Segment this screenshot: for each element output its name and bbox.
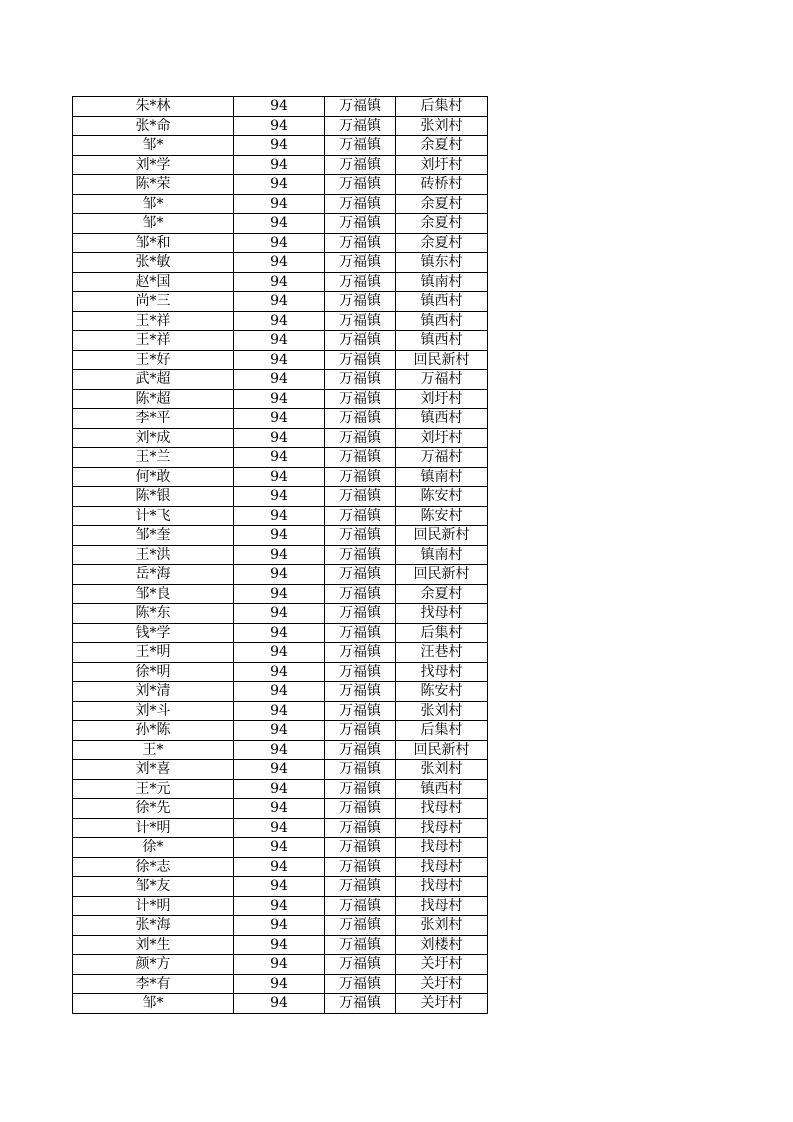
value-cell: 94 <box>234 233 325 253</box>
town-cell: 万福镇 <box>325 799 396 819</box>
value-cell: 94 <box>234 448 325 468</box>
value-cell: 94 <box>234 214 325 234</box>
town-cell: 万福镇 <box>325 526 396 546</box>
village-cell: 回民新村 <box>396 740 488 760</box>
village-cell: 关圩村 <box>396 955 488 975</box>
name-cell: 王*兰 <box>73 448 234 468</box>
town-cell: 万福镇 <box>325 272 396 292</box>
table-row <box>73 448 488 468</box>
name-cell: 徐* <box>73 838 234 858</box>
table-row <box>73 487 488 507</box>
value-cell: 94 <box>234 487 325 507</box>
name-cell: 陈*东 <box>73 604 234 624</box>
town-cell: 万福镇 <box>325 253 396 273</box>
village-cell: 后集村 <box>396 97 488 117</box>
table-row <box>73 604 488 624</box>
table-row <box>73 526 488 546</box>
village-cell: 关圩村 <box>396 994 488 1014</box>
village-cell: 余夏村 <box>396 136 488 156</box>
value-cell: 94 <box>234 116 325 136</box>
village-cell: 找母村 <box>396 818 488 838</box>
table-row <box>73 643 488 663</box>
village-cell: 回民新村 <box>396 565 488 585</box>
value-cell: 94 <box>234 584 325 604</box>
value-cell: 94 <box>234 506 325 526</box>
town-cell: 万福镇 <box>325 584 396 604</box>
name-cell: 王*元 <box>73 779 234 799</box>
name-cell: 钱*学 <box>73 623 234 643</box>
value-cell: 94 <box>234 467 325 487</box>
village-cell: 余夏村 <box>396 214 488 234</box>
table-row <box>73 838 488 858</box>
table-row <box>73 779 488 799</box>
table-row <box>73 565 488 585</box>
table-row <box>73 116 488 136</box>
value-cell: 94 <box>234 701 325 721</box>
town-cell: 万福镇 <box>325 721 396 741</box>
table-row <box>73 136 488 156</box>
value-cell: 94 <box>234 838 325 858</box>
value-cell: 94 <box>234 740 325 760</box>
table-row <box>73 701 488 721</box>
town-cell: 万福镇 <box>325 116 396 136</box>
town-cell: 万福镇 <box>325 428 396 448</box>
name-cell: 王*明 <box>73 643 234 663</box>
name-cell: 邹* <box>73 214 234 234</box>
village-cell: 镇东村 <box>396 253 488 273</box>
village-cell: 张刘村 <box>396 701 488 721</box>
village-cell: 后集村 <box>396 623 488 643</box>
village-cell: 刘圩村 <box>396 155 488 175</box>
value-cell: 94 <box>234 292 325 312</box>
town-cell: 万福镇 <box>325 935 396 955</box>
table-row <box>73 545 488 565</box>
town-cell: 万福镇 <box>325 214 396 234</box>
value-cell: 94 <box>234 760 325 780</box>
town-cell: 万福镇 <box>325 97 396 117</box>
value-cell: 94 <box>234 565 325 585</box>
value-cell: 94 <box>234 623 325 643</box>
table-row <box>73 370 488 390</box>
town-cell: 万福镇 <box>325 604 396 624</box>
value-cell: 94 <box>234 857 325 877</box>
value-cell: 94 <box>234 955 325 975</box>
table-row <box>73 857 488 877</box>
village-cell: 万福村 <box>396 448 488 468</box>
town-cell: 万福镇 <box>325 409 396 429</box>
town-cell: 万福镇 <box>325 857 396 877</box>
village-cell: 镇西村 <box>396 292 488 312</box>
village-cell: 镇西村 <box>396 779 488 799</box>
village-cell: 万福村 <box>396 370 488 390</box>
table-row <box>73 194 488 214</box>
table-row <box>73 175 488 195</box>
name-cell: 徐*志 <box>73 857 234 877</box>
name-cell: 尚*三 <box>73 292 234 312</box>
town-cell: 万福镇 <box>325 350 396 370</box>
town-cell: 万福镇 <box>325 994 396 1014</box>
value-cell: 94 <box>234 389 325 409</box>
town-cell: 万福镇 <box>325 155 396 175</box>
town-cell: 万福镇 <box>325 643 396 663</box>
town-cell: 万福镇 <box>325 565 396 585</box>
value-cell: 94 <box>234 350 325 370</box>
name-cell: 刘*学 <box>73 155 234 175</box>
village-cell: 陈安村 <box>396 506 488 526</box>
value-cell: 94 <box>234 136 325 156</box>
value-cell: 94 <box>234 253 325 273</box>
table-row <box>73 662 488 682</box>
table-row <box>73 682 488 702</box>
name-cell: 刘*喜 <box>73 760 234 780</box>
town-cell: 万福镇 <box>325 974 396 994</box>
value-cell: 94 <box>234 175 325 195</box>
name-cell: 王*洪 <box>73 545 234 565</box>
value-cell: 94 <box>234 272 325 292</box>
village-cell: 回民新村 <box>396 350 488 370</box>
name-cell: 李*平 <box>73 409 234 429</box>
town-cell: 万福镇 <box>325 233 396 253</box>
village-cell: 找母村 <box>396 604 488 624</box>
name-cell: 计*飞 <box>73 506 234 526</box>
value-cell: 94 <box>234 799 325 819</box>
value-cell: 94 <box>234 545 325 565</box>
village-cell: 刘圩村 <box>396 389 488 409</box>
value-cell: 94 <box>234 155 325 175</box>
town-cell: 万福镇 <box>325 682 396 702</box>
table-row <box>73 409 488 429</box>
name-cell: 王*祥 <box>73 331 234 351</box>
village-cell: 回民新村 <box>396 526 488 546</box>
table-body <box>73 97 488 1014</box>
table-row <box>73 233 488 253</box>
value-cell: 94 <box>234 331 325 351</box>
name-cell: 刘*成 <box>73 428 234 448</box>
town-cell: 万福镇 <box>325 818 396 838</box>
name-cell: 邹* <box>73 994 234 1014</box>
town-cell: 万福镇 <box>325 487 396 507</box>
town-cell: 万福镇 <box>325 701 396 721</box>
table-row <box>73 584 488 604</box>
name-cell: 何*敢 <box>73 467 234 487</box>
table-row <box>73 311 488 331</box>
value-cell: 94 <box>234 604 325 624</box>
village-cell: 找母村 <box>396 838 488 858</box>
name-cell: 王* <box>73 740 234 760</box>
table-row <box>73 896 488 916</box>
town-cell: 万福镇 <box>325 175 396 195</box>
village-cell: 后集村 <box>396 721 488 741</box>
town-cell: 万福镇 <box>325 448 396 468</box>
village-cell: 砖桥村 <box>396 175 488 195</box>
name-cell: 邹* <box>73 136 234 156</box>
table-row <box>73 974 488 994</box>
village-cell: 找母村 <box>396 877 488 897</box>
name-cell: 陈*荣 <box>73 175 234 195</box>
town-cell: 万福镇 <box>325 662 396 682</box>
village-cell: 陈安村 <box>396 682 488 702</box>
name-cell: 颜*方 <box>73 955 234 975</box>
name-cell: 朱*林 <box>73 97 234 117</box>
value-cell: 94 <box>234 877 325 897</box>
town-cell: 万福镇 <box>325 916 396 936</box>
village-cell: 镇西村 <box>396 311 488 331</box>
village-cell: 镇南村 <box>396 467 488 487</box>
town-cell: 万福镇 <box>325 506 396 526</box>
table-row <box>73 877 488 897</box>
value-cell: 94 <box>234 526 325 546</box>
village-cell: 余夏村 <box>396 584 488 604</box>
table-row <box>73 721 488 741</box>
value-cell: 94 <box>234 97 325 117</box>
name-cell: 计*明 <box>73 896 234 916</box>
name-cell: 邹*良 <box>73 584 234 604</box>
name-cell: 邹*友 <box>73 877 234 897</box>
village-cell: 镇西村 <box>396 409 488 429</box>
table-row <box>73 935 488 955</box>
table-row <box>73 467 488 487</box>
table-row <box>73 916 488 936</box>
value-cell: 94 <box>234 409 325 429</box>
town-cell: 万福镇 <box>325 838 396 858</box>
table-row <box>73 155 488 175</box>
table-row <box>73 428 488 448</box>
name-cell: 王*祥 <box>73 311 234 331</box>
name-cell: 岳*海 <box>73 565 234 585</box>
table-row <box>73 818 488 838</box>
value-cell: 94 <box>234 721 325 741</box>
town-cell: 万福镇 <box>325 370 396 390</box>
town-cell: 万福镇 <box>325 760 396 780</box>
town-cell: 万福镇 <box>325 955 396 975</box>
town-cell: 万福镇 <box>325 623 396 643</box>
town-cell: 万福镇 <box>325 779 396 799</box>
name-cell: 徐*明 <box>73 662 234 682</box>
village-cell: 余夏村 <box>396 233 488 253</box>
village-cell: 镇西村 <box>396 331 488 351</box>
table-row <box>73 994 488 1014</box>
name-cell: 邹*和 <box>73 233 234 253</box>
table-row <box>73 272 488 292</box>
table-row <box>73 253 488 273</box>
value-cell: 94 <box>234 682 325 702</box>
village-cell: 找母村 <box>396 662 488 682</box>
village-cell: 找母村 <box>396 896 488 916</box>
table-row <box>73 292 488 312</box>
value-cell: 94 <box>234 370 325 390</box>
table-row <box>73 740 488 760</box>
name-cell: 陈*超 <box>73 389 234 409</box>
name-cell: 赵*国 <box>73 272 234 292</box>
data-table <box>72 96 488 1014</box>
name-cell: 计*明 <box>73 818 234 838</box>
name-cell: 李*有 <box>73 974 234 994</box>
village-cell: 找母村 <box>396 857 488 877</box>
name-cell: 徐*先 <box>73 799 234 819</box>
town-cell: 万福镇 <box>325 877 396 897</box>
village-cell: 镇南村 <box>396 272 488 292</box>
town-cell: 万福镇 <box>325 896 396 916</box>
table-row <box>73 389 488 409</box>
village-cell: 余夏村 <box>396 194 488 214</box>
name-cell: 孙*陈 <box>73 721 234 741</box>
name-cell: 邹*奎 <box>73 526 234 546</box>
name-cell: 刘*生 <box>73 935 234 955</box>
value-cell: 94 <box>234 974 325 994</box>
table-row <box>73 350 488 370</box>
village-cell: 陈安村 <box>396 487 488 507</box>
town-cell: 万福镇 <box>325 194 396 214</box>
value-cell: 94 <box>234 935 325 955</box>
town-cell: 万福镇 <box>325 389 396 409</box>
name-cell: 陈*银 <box>73 487 234 507</box>
value-cell: 94 <box>234 916 325 936</box>
value-cell: 94 <box>234 994 325 1014</box>
name-cell: 张*命 <box>73 116 234 136</box>
village-cell: 找母村 <box>396 799 488 819</box>
name-cell: 王*好 <box>73 350 234 370</box>
town-cell: 万福镇 <box>325 311 396 331</box>
village-cell: 刘圩村 <box>396 428 488 448</box>
village-cell: 镇南村 <box>396 545 488 565</box>
town-cell: 万福镇 <box>325 292 396 312</box>
name-cell: 武*超 <box>73 370 234 390</box>
table-row <box>73 955 488 975</box>
village-cell: 汪巷村 <box>396 643 488 663</box>
town-cell: 万福镇 <box>325 467 396 487</box>
village-cell: 张刘村 <box>396 916 488 936</box>
village-cell: 刘楼村 <box>396 935 488 955</box>
village-cell: 张刘村 <box>396 760 488 780</box>
town-cell: 万福镇 <box>325 545 396 565</box>
value-cell: 94 <box>234 643 325 663</box>
value-cell: 94 <box>234 779 325 799</box>
value-cell: 94 <box>234 311 325 331</box>
table-row <box>73 760 488 780</box>
name-cell: 邹* <box>73 194 234 214</box>
name-cell: 刘*清 <box>73 682 234 702</box>
value-cell: 94 <box>234 662 325 682</box>
village-cell: 关圩村 <box>396 974 488 994</box>
village-cell: 张刘村 <box>396 116 488 136</box>
value-cell: 94 <box>234 896 325 916</box>
table-row <box>73 799 488 819</box>
name-cell: 刘*斗 <box>73 701 234 721</box>
town-cell: 万福镇 <box>325 331 396 351</box>
table-row <box>73 623 488 643</box>
table-row <box>73 214 488 234</box>
table-row <box>73 331 488 351</box>
table-row <box>73 506 488 526</box>
town-cell: 万福镇 <box>325 136 396 156</box>
value-cell: 94 <box>234 194 325 214</box>
name-cell: 张*敏 <box>73 253 234 273</box>
name-cell: 张*海 <box>73 916 234 936</box>
town-cell: 万福镇 <box>325 740 396 760</box>
value-cell: 94 <box>234 818 325 838</box>
table-row <box>73 97 488 117</box>
value-cell: 94 <box>234 428 325 448</box>
